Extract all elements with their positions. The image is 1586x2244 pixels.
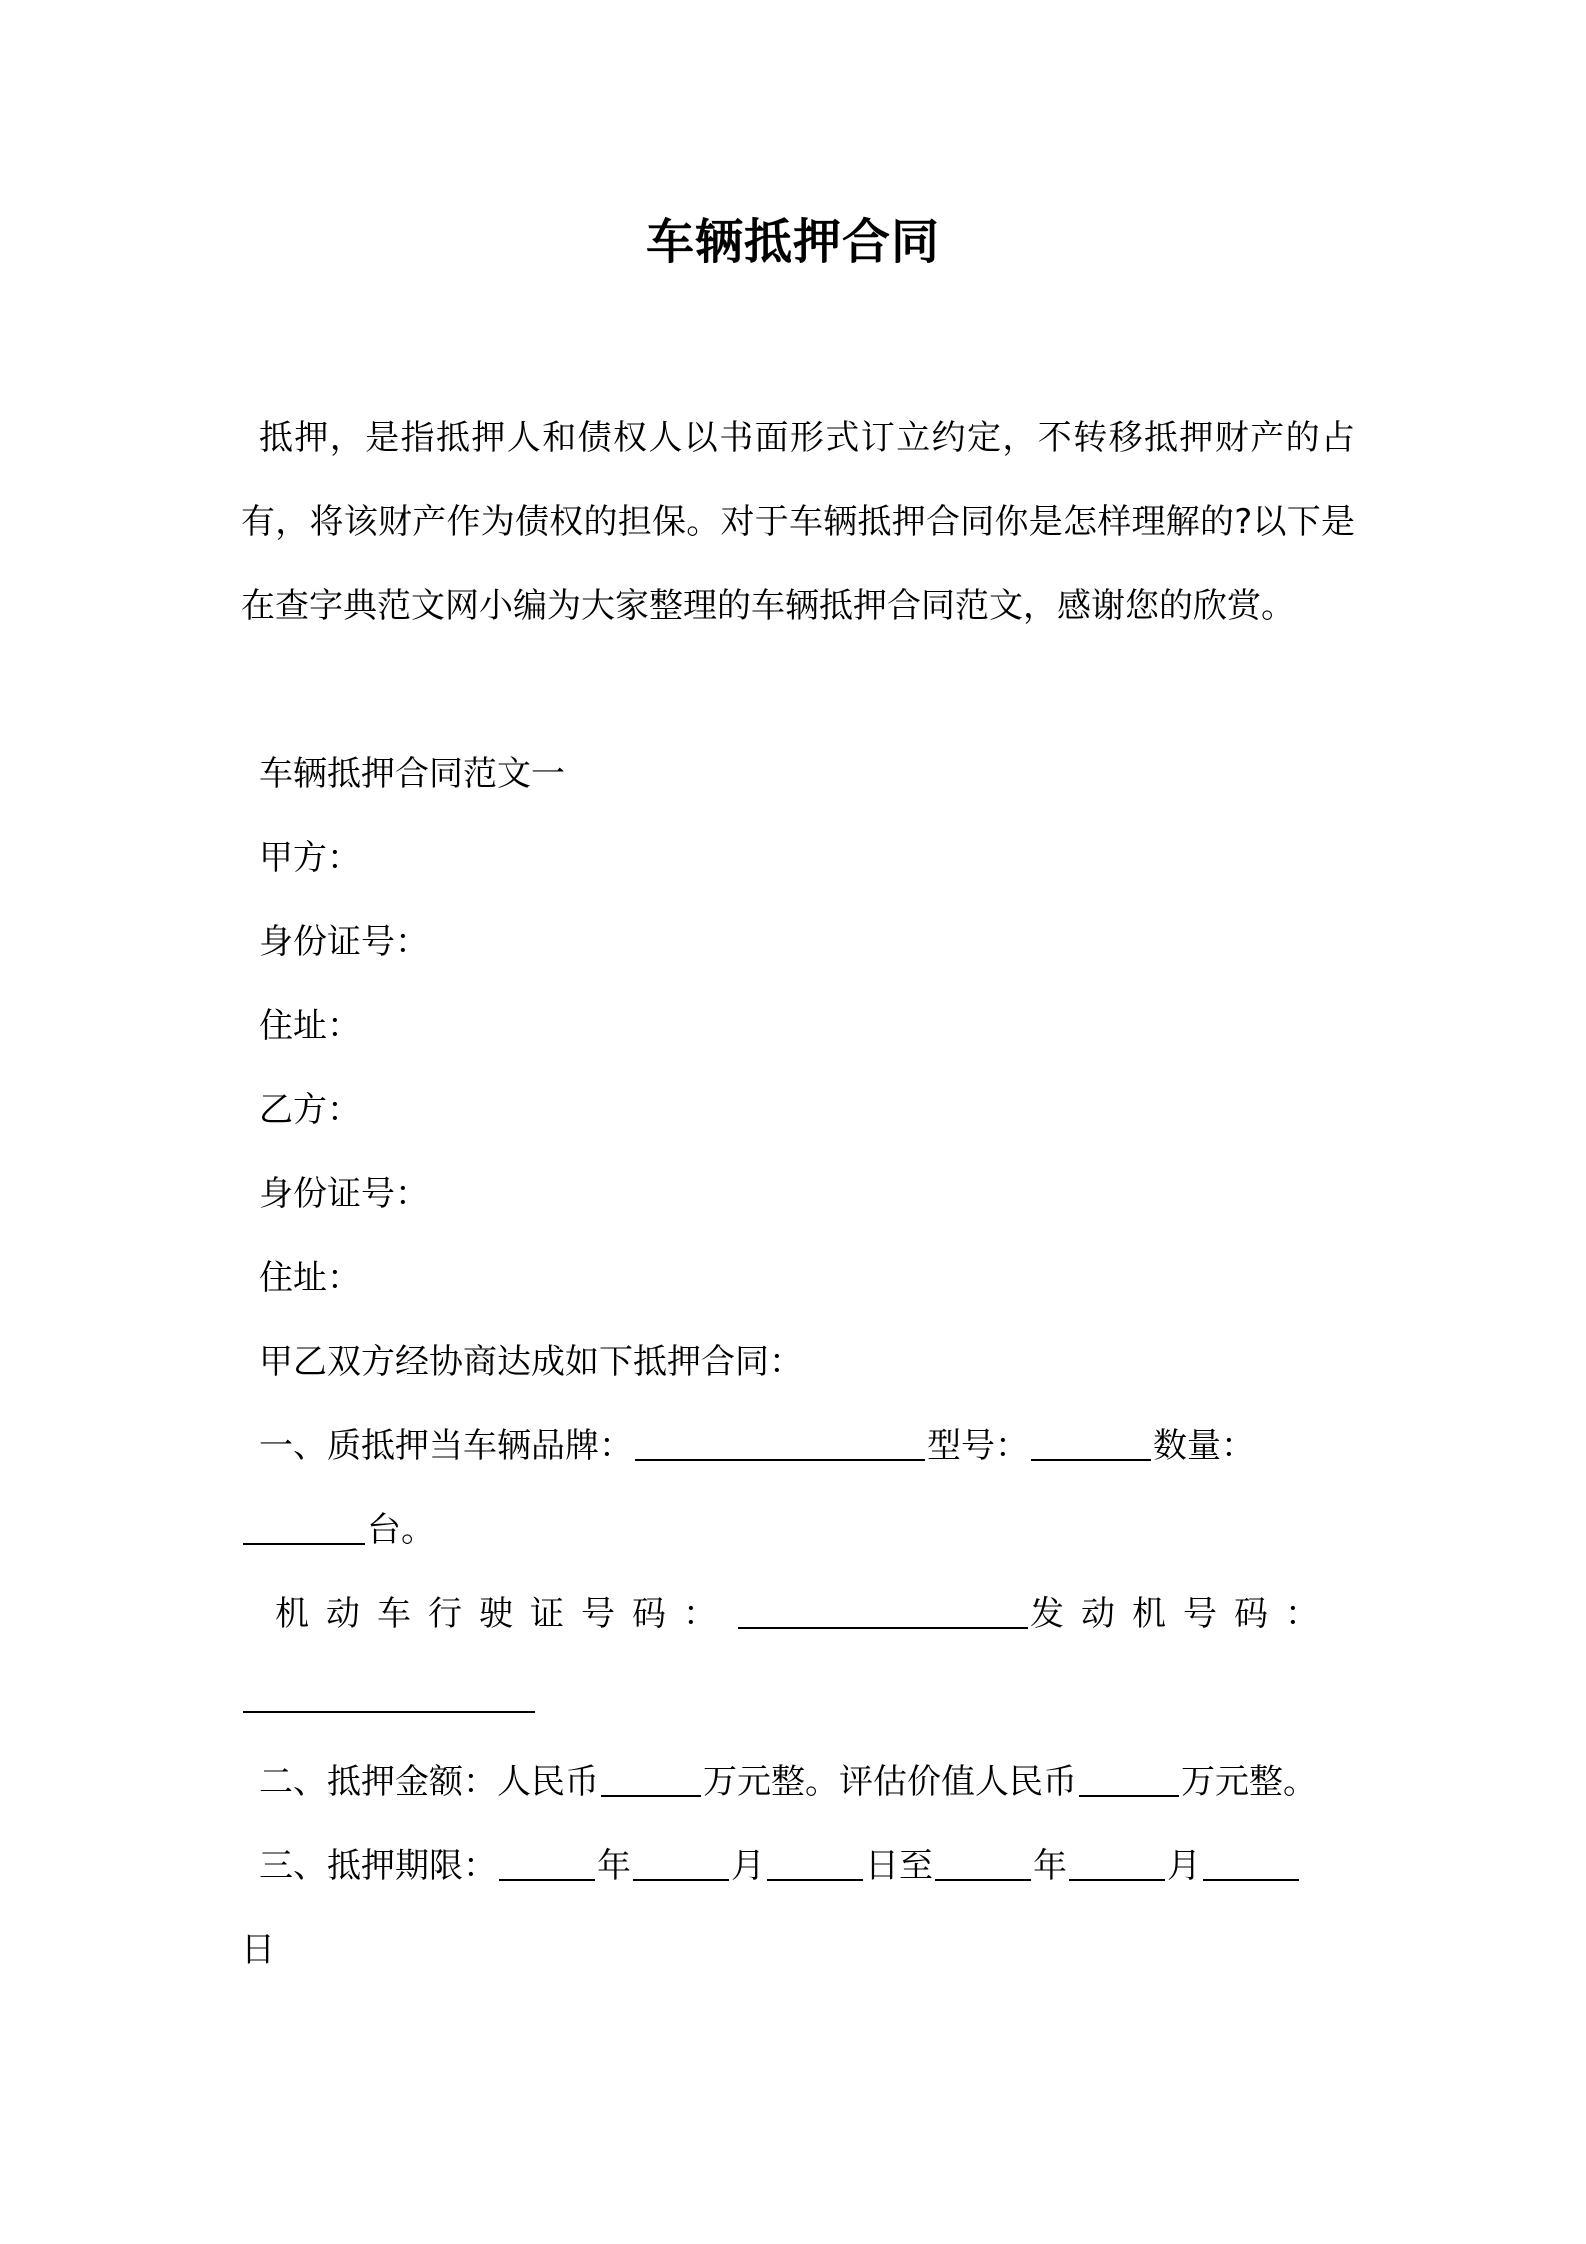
clause-3-line	[241, 1824, 1355, 1908]
start-day-blank	[767, 1849, 863, 1881]
clause-3-label: 三、抵押期限：	[259, 1846, 497, 1886]
amount-blank	[601, 1765, 701, 1797]
quantity-unit: 台。	[367, 1510, 435, 1550]
end-month-label: 月	[1167, 1846, 1201, 1886]
party-b-address-label: 住址：	[259, 1258, 361, 1298]
quantity-blank	[243, 1513, 365, 1545]
party-a-address-label: 住址：	[259, 1006, 361, 1046]
start-month-label: 月	[731, 1846, 765, 1886]
clause-1b-engine-line	[241, 1656, 1355, 1740]
agreement-statement: 甲乙双方经协商达成如下抵押合同：	[259, 1342, 803, 1382]
clause-2-wan1: 万元整。评估价值人民币	[703, 1762, 1077, 1802]
party-b-label: 乙方：	[259, 1090, 361, 1130]
clause-3-end-line: 日	[241, 1930, 275, 1970]
day-to-label: 日至	[865, 1846, 933, 1886]
party-a-label: 甲方：	[259, 838, 361, 878]
document-title: 车辆抵押合同	[645, 214, 940, 270]
intro-paragraph: 抵押，是指抵押人和债权人以书面形式订立约定，不转移抵押财产的占有，将该财产作为债权的担保。对于车辆抵押合同你是怎样理解的?以下是在查字典范文网小编为大家整理的车辆抵押合同范文，感谢您的欣赏。	[241, 418, 1355, 626]
clause-1-quantity-line	[241, 1488, 1355, 1572]
section-heading: 车辆抵押合同范文一	[259, 754, 565, 794]
valuation-blank	[1079, 1765, 1179, 1797]
start-year-label: 年	[597, 1846, 631, 1886]
clause-1-label: 一、质抵押当车辆品牌：	[259, 1426, 633, 1466]
clause-2-line	[241, 1740, 1355, 1824]
start-month-blank	[633, 1849, 729, 1881]
engine-label: 发动机号码：	[1030, 1594, 1336, 1634]
license-blank	[738, 1597, 1028, 1629]
clause-2-wan2: 万元整。	[1181, 1762, 1317, 1802]
license-label: 机动车行驶证号码：	[275, 1594, 734, 1634]
model-blank	[1031, 1429, 1151, 1461]
party-b-id-label: 身份证号：	[259, 1174, 429, 1214]
end-month-blank	[1069, 1849, 1165, 1881]
end-year-label: 年	[1033, 1846, 1067, 1886]
end-year-blank	[935, 1849, 1031, 1881]
model-label: 型号：	[927, 1426, 1029, 1466]
engine-blank	[243, 1681, 535, 1713]
quantity-label: 数量：	[1153, 1426, 1255, 1466]
start-year-blank	[499, 1849, 595, 1881]
end-day-blank	[1203, 1849, 1299, 1881]
clause-1b-license-line	[241, 1572, 1355, 1656]
brand-blank	[635, 1429, 925, 1461]
party-a-id-label: 身份证号：	[259, 922, 429, 962]
clause-2-label: 二、抵押金额：人民币	[259, 1762, 599, 1802]
clause-1-vehicle-line	[241, 1404, 1355, 1488]
